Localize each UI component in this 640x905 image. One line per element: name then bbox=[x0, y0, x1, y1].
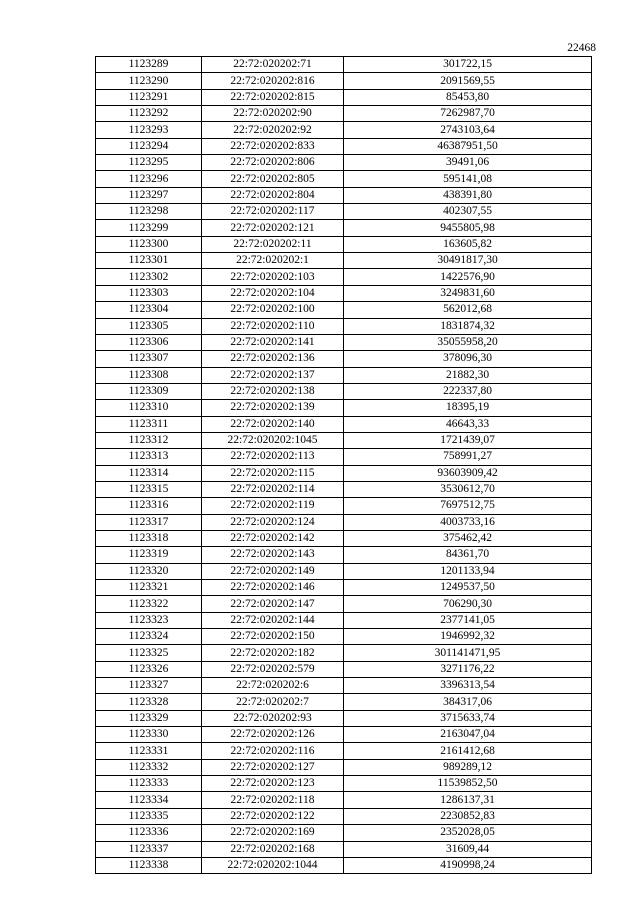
table-row bbox=[96, 449, 592, 465]
cadastral-number-cell: 22:72:020202:123 bbox=[202, 776, 344, 792]
value-cell: 93603909,42 bbox=[344, 465, 592, 481]
row-number-cell: 1123325 bbox=[96, 645, 202, 661]
value-cell: 438391,80 bbox=[344, 187, 592, 203]
table-row bbox=[96, 253, 592, 269]
table-row bbox=[96, 776, 592, 792]
cadastral-number-cell: 22:72:020202:182 bbox=[202, 645, 344, 661]
row-number-cell: 1123330 bbox=[96, 727, 202, 743]
row-number-cell: 1123316 bbox=[96, 498, 202, 514]
value-cell: 378096,30 bbox=[344, 351, 592, 367]
value-cell: 402307,55 bbox=[344, 204, 592, 220]
table-row bbox=[96, 416, 592, 432]
row-number-cell: 1123294 bbox=[96, 138, 202, 154]
table-row bbox=[96, 710, 592, 726]
table-row bbox=[96, 171, 592, 187]
table-row bbox=[96, 547, 592, 563]
table-row bbox=[96, 57, 592, 73]
row-number-cell: 1123303 bbox=[96, 285, 202, 301]
cadastral-number-cell: 22:72:020202:93 bbox=[202, 710, 344, 726]
cadastral-number-cell: 22:72:020202:1044 bbox=[202, 857, 344, 873]
cadastral-number-cell: 22:72:020202:137 bbox=[202, 367, 344, 383]
table-row bbox=[96, 694, 592, 710]
value-cell: 31609,44 bbox=[344, 841, 592, 857]
value-cell: 384317,06 bbox=[344, 694, 592, 710]
row-number-cell: 1123310 bbox=[96, 400, 202, 416]
table-row bbox=[96, 465, 592, 481]
table-row bbox=[96, 432, 592, 448]
cadastral-number-cell: 22:72:020202:150 bbox=[202, 629, 344, 645]
table-row bbox=[96, 841, 592, 857]
cadastral-number-cell: 22:72:020202:804 bbox=[202, 187, 344, 203]
row-number-cell: 1123301 bbox=[96, 253, 202, 269]
cadastral-number-cell: 22:72:020202:136 bbox=[202, 351, 344, 367]
value-cell: 18395,19 bbox=[344, 400, 592, 416]
row-number-cell: 1123290 bbox=[96, 73, 202, 89]
table-row bbox=[96, 204, 592, 220]
table-row bbox=[96, 187, 592, 203]
row-number-cell: 1123311 bbox=[96, 416, 202, 432]
table-row bbox=[96, 661, 592, 677]
value-cell: 3396313,54 bbox=[344, 678, 592, 694]
value-cell: 2161412,68 bbox=[344, 743, 592, 759]
row-number-cell: 1123329 bbox=[96, 710, 202, 726]
cadastral-number-cell: 22:72:020202:71 bbox=[202, 57, 344, 73]
row-number-cell: 1123314 bbox=[96, 465, 202, 481]
table-row bbox=[96, 351, 592, 367]
value-cell: 2377141,05 bbox=[344, 612, 592, 628]
table-row bbox=[96, 857, 592, 873]
table-row bbox=[96, 645, 592, 661]
cadastral-number-cell: 22:72:020202:144 bbox=[202, 612, 344, 628]
data-table bbox=[95, 56, 592, 874]
value-cell: 2163047,04 bbox=[344, 727, 592, 743]
table-body bbox=[96, 57, 592, 874]
value-cell: 7262987,70 bbox=[344, 106, 592, 122]
cadastral-number-cell: 22:72:020202:114 bbox=[202, 481, 344, 497]
value-cell: 4190998,24 bbox=[344, 857, 592, 873]
cadastral-number-cell: 22:72:020202:815 bbox=[202, 89, 344, 105]
table-row bbox=[96, 383, 592, 399]
row-number-cell: 1123304 bbox=[96, 302, 202, 318]
table-row bbox=[96, 563, 592, 579]
row-number-cell: 1123338 bbox=[96, 857, 202, 873]
value-cell: 163605,82 bbox=[344, 236, 592, 252]
row-number-cell: 1123327 bbox=[96, 678, 202, 694]
row-number-cell: 1123299 bbox=[96, 220, 202, 236]
cadastral-number-cell: 22:72:020202:110 bbox=[202, 318, 344, 334]
cadastral-number-cell: 22:72:020202:127 bbox=[202, 759, 344, 775]
value-cell: 222337,80 bbox=[344, 383, 592, 399]
cadastral-number-cell: 22:72:020202:579 bbox=[202, 661, 344, 677]
value-cell: 2352028,05 bbox=[344, 825, 592, 841]
cadastral-number-cell: 22:72:020202:119 bbox=[202, 498, 344, 514]
table-row bbox=[96, 334, 592, 350]
cadastral-number-cell: 22:72:020202:146 bbox=[202, 580, 344, 596]
value-cell: 1201133,94 bbox=[344, 563, 592, 579]
value-cell: 706290,30 bbox=[344, 596, 592, 612]
value-cell: 595141,08 bbox=[344, 171, 592, 187]
row-number-cell: 1123326 bbox=[96, 661, 202, 677]
value-cell: 11539852,50 bbox=[344, 776, 592, 792]
value-cell: 1721439,07 bbox=[344, 432, 592, 448]
row-number-cell: 1123320 bbox=[96, 563, 202, 579]
table-row bbox=[96, 759, 592, 775]
cadastral-number-cell: 22:72:020202:92 bbox=[202, 122, 344, 138]
row-number-cell: 1123295 bbox=[96, 155, 202, 171]
cadastral-number-cell: 22:72:020202:113 bbox=[202, 449, 344, 465]
table-row bbox=[96, 727, 592, 743]
value-cell: 46643,33 bbox=[344, 416, 592, 432]
value-cell: 21882,30 bbox=[344, 367, 592, 383]
cadastral-number-cell: 22:72:020202:126 bbox=[202, 727, 344, 743]
table-row bbox=[96, 236, 592, 252]
cadastral-number-cell: 22:72:020202:121 bbox=[202, 220, 344, 236]
cadastral-number-cell: 22:72:020202:805 bbox=[202, 171, 344, 187]
value-cell: 9455805,98 bbox=[344, 220, 592, 236]
table-row bbox=[96, 400, 592, 416]
row-number-cell: 1123328 bbox=[96, 694, 202, 710]
value-cell: 30491817,30 bbox=[344, 253, 592, 269]
row-number-cell: 1123319 bbox=[96, 547, 202, 563]
row-number-cell: 1123291 bbox=[96, 89, 202, 105]
cadastral-number-cell: 22:72:020202:806 bbox=[202, 155, 344, 171]
value-cell: 758991,27 bbox=[344, 449, 592, 465]
row-number-cell: 1123305 bbox=[96, 318, 202, 334]
table-row bbox=[96, 318, 592, 334]
value-cell: 1831874,32 bbox=[344, 318, 592, 334]
value-cell: 1422576,90 bbox=[344, 269, 592, 285]
cadastral-number-cell: 22:72:020202:122 bbox=[202, 808, 344, 824]
row-number-cell: 1123321 bbox=[96, 580, 202, 596]
row-number-cell: 1123309 bbox=[96, 383, 202, 399]
cadastral-number-cell: 22:72:020202:140 bbox=[202, 416, 344, 432]
row-number-cell: 1123322 bbox=[96, 596, 202, 612]
table-row bbox=[96, 514, 592, 530]
value-cell: 7697512,75 bbox=[344, 498, 592, 514]
row-number-cell: 1123293 bbox=[96, 122, 202, 138]
cadastral-number-cell: 22:72:020202:115 bbox=[202, 465, 344, 481]
cadastral-number-cell: 22:72:020202:139 bbox=[202, 400, 344, 416]
cadastral-number-cell: 22:72:020202:1 bbox=[202, 253, 344, 269]
table-row bbox=[96, 481, 592, 497]
cadastral-number-cell: 22:72:020202:833 bbox=[202, 138, 344, 154]
table-row bbox=[96, 106, 592, 122]
table-row bbox=[96, 269, 592, 285]
row-number-cell: 1123289 bbox=[96, 57, 202, 73]
value-cell: 3249831,60 bbox=[344, 285, 592, 301]
row-number-cell: 1123302 bbox=[96, 269, 202, 285]
value-cell: 85453,80 bbox=[344, 89, 592, 105]
row-number-cell: 1123323 bbox=[96, 612, 202, 628]
row-number-cell: 1123324 bbox=[96, 629, 202, 645]
table-row bbox=[96, 808, 592, 824]
cadastral-number-cell: 22:72:020202:90 bbox=[202, 106, 344, 122]
value-cell: 39491,06 bbox=[344, 155, 592, 171]
value-cell: 46387951,50 bbox=[344, 138, 592, 154]
row-number-cell: 1123317 bbox=[96, 514, 202, 530]
table-row bbox=[96, 367, 592, 383]
row-number-cell: 1123313 bbox=[96, 449, 202, 465]
row-number-cell: 1123337 bbox=[96, 841, 202, 857]
row-number-cell: 1123312 bbox=[96, 432, 202, 448]
row-number-cell: 1123336 bbox=[96, 825, 202, 841]
value-cell: 2091569,55 bbox=[344, 73, 592, 89]
value-cell: 375462,42 bbox=[344, 530, 592, 546]
cadastral-number-cell: 22:72:020202:147 bbox=[202, 596, 344, 612]
value-cell: 3271176,22 bbox=[344, 661, 592, 677]
cadastral-number-cell: 22:72:020202:7 bbox=[202, 694, 344, 710]
cadastral-number-cell: 22:72:020202:816 bbox=[202, 73, 344, 89]
table-row bbox=[96, 596, 592, 612]
row-number-cell: 1123331 bbox=[96, 743, 202, 759]
value-cell: 1249537,50 bbox=[344, 580, 592, 596]
cadastral-number-cell: 22:72:020202:116 bbox=[202, 743, 344, 759]
value-cell: 35055958,20 bbox=[344, 334, 592, 350]
table-row bbox=[96, 73, 592, 89]
cadastral-number-cell: 22:72:020202:169 bbox=[202, 825, 344, 841]
table-row bbox=[96, 743, 592, 759]
row-number-cell: 1123308 bbox=[96, 367, 202, 383]
value-cell: 84361,70 bbox=[344, 547, 592, 563]
cadastral-number-cell: 22:72:020202:103 bbox=[202, 269, 344, 285]
cadastral-number-cell: 22:72:020202:118 bbox=[202, 792, 344, 808]
row-number-cell: 1123296 bbox=[96, 171, 202, 187]
table-row bbox=[96, 629, 592, 645]
value-cell: 4003733,16 bbox=[344, 514, 592, 530]
table-row bbox=[96, 530, 592, 546]
row-number-cell: 1123298 bbox=[96, 204, 202, 220]
row-number-cell: 1123315 bbox=[96, 481, 202, 497]
cadastral-number-cell: 22:72:020202:149 bbox=[202, 563, 344, 579]
table-row bbox=[96, 792, 592, 808]
row-number-cell: 1123334 bbox=[96, 792, 202, 808]
row-number-cell: 1123307 bbox=[96, 351, 202, 367]
cadastral-number-cell: 22:72:020202:143 bbox=[202, 547, 344, 563]
table-row bbox=[96, 122, 592, 138]
row-number-cell: 1123292 bbox=[96, 106, 202, 122]
cadastral-number-cell: 22:72:020202:104 bbox=[202, 285, 344, 301]
cadastral-number-cell: 22:72:020202:124 bbox=[202, 514, 344, 530]
cadastral-number-cell: 22:72:020202:138 bbox=[202, 383, 344, 399]
value-cell: 301722,15 bbox=[344, 57, 592, 73]
table-row bbox=[96, 138, 592, 154]
table-row bbox=[96, 825, 592, 841]
cadastral-number-cell: 22:72:020202:100 bbox=[202, 302, 344, 318]
value-cell: 3530612,70 bbox=[344, 481, 592, 497]
table-row bbox=[96, 220, 592, 236]
value-cell: 2230852,83 bbox=[344, 808, 592, 824]
row-number-cell: 1123333 bbox=[96, 776, 202, 792]
row-number-cell: 1123306 bbox=[96, 334, 202, 350]
row-number-cell: 1123297 bbox=[96, 187, 202, 203]
cadastral-number-cell: 22:72:020202:142 bbox=[202, 530, 344, 546]
row-number-cell: 1123300 bbox=[96, 236, 202, 252]
value-cell: 3715633,74 bbox=[344, 710, 592, 726]
table-row bbox=[96, 155, 592, 171]
value-cell: 562012,68 bbox=[344, 302, 592, 318]
table-row bbox=[96, 678, 592, 694]
table-row bbox=[96, 285, 592, 301]
cadastral-number-cell: 22:72:020202:168 bbox=[202, 841, 344, 857]
value-cell: 1946992,32 bbox=[344, 629, 592, 645]
row-number-cell: 1123335 bbox=[96, 808, 202, 824]
value-cell: 301141471,95 bbox=[344, 645, 592, 661]
table-row bbox=[96, 498, 592, 514]
page-number: 22468 bbox=[567, 42, 596, 54]
value-cell: 1286137,31 bbox=[344, 792, 592, 808]
cadastral-number-cell: 22:72:020202:1045 bbox=[202, 432, 344, 448]
value-cell: 2743103,64 bbox=[344, 122, 592, 138]
cadastral-number-cell: 22:72:020202:141 bbox=[202, 334, 344, 350]
value-cell: 989289,12 bbox=[344, 759, 592, 775]
cadastral-number-cell: 22:72:020202:117 bbox=[202, 204, 344, 220]
table-row bbox=[96, 612, 592, 628]
table-row bbox=[96, 302, 592, 318]
cadastral-number-cell: 22:72:020202:6 bbox=[202, 678, 344, 694]
cadastral-number-cell: 22:72:020202:11 bbox=[202, 236, 344, 252]
table-row bbox=[96, 89, 592, 105]
table-row bbox=[96, 580, 592, 596]
row-number-cell: 1123318 bbox=[96, 530, 202, 546]
row-number-cell: 1123332 bbox=[96, 759, 202, 775]
